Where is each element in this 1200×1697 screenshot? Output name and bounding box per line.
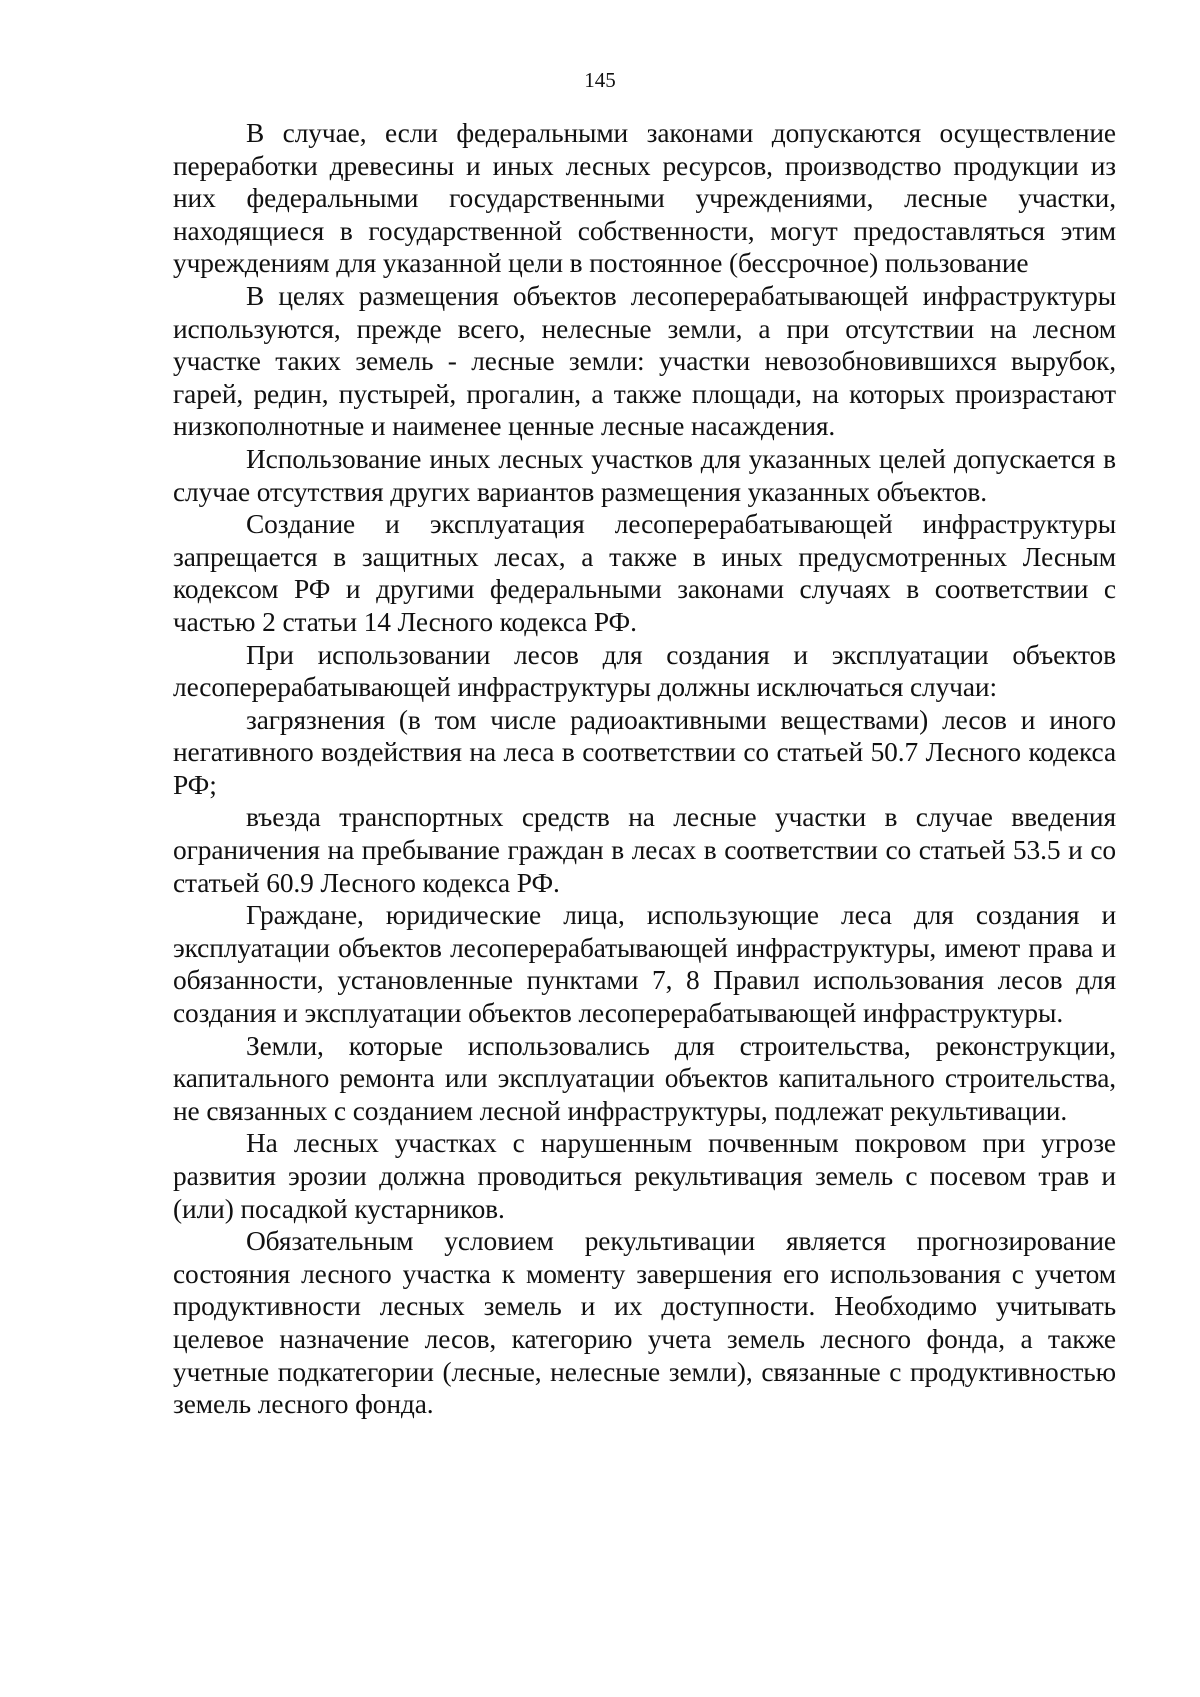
paragraph-exclusion-cases: При использовании лесов для создания и эксплуатации объектов лесоперерабатывающей инфраструктуры должны исключаться случаи: [173, 639, 1116, 703]
paragraph-federal-institutions: В случае, если федеральными законами допускаются осуществление переработки древесины и иных лесных ресурсов, производство продукции из них федеральными государственными учреждениями, лесные участки, находящиеся в государственной собственности, могут предоставляться этим учреждениям для указанной цели в постоянное (бессрочное) пользование [173, 118, 1116, 279]
page-number: 145 [584, 68, 616, 92]
paragraph-placement-lands: В целях размещения объектов лесоперерабатывающей инфраструктуры используются, прежде всего, нелесные земли, а при отсутствии на лесном участке таких земель - лесные земли: участки невозобновившихся вырубок, гарей, редин, пустырей, прогалин, а также площади, на которых произрастают низкополнотные и наименее ценные лесные насаждения. [173, 280, 1116, 442]
paragraph-pollution: загрязнения (в том числе радиоактивными веществами) лесов и иного негативного воздействия на леса в соответствии со статьей 50.7 Лесного кодекса РФ; [173, 704, 1116, 800]
paragraph-prohibition: Создание и эксплуатация лесоперерабатывающей инфраструктуры запрещается в защитных лесах, а также в иных предусмотренных Лесным кодексом РФ и другими федеральными законами случаях в соответствии с частью 2 статьи 14 Лесного кодекса РФ. [173, 509, 1116, 637]
paragraph-recultivation-lands: Земли, которые использовались для строительства, реконструкции, капитального ремонта или эксплуатации объектов капитального строительства, не связанных с созданием лесной инфраструктуры, подлежат рекультивации. [173, 1030, 1116, 1126]
paragraph-recultivation-condition: Обязательным условием рекультивации является прогнозирование состояния лесного участка к моменту завершения его использования с учетом продуктивности лесных земель и их доступности. Необходимо учитывать целевое назначение лесов, категорию учета земель лесного фонда, а также учетные подкатегории (лесные, нелесные земли), связанные с продуктивностью земель лесного фонда. [173, 1226, 1116, 1420]
paragraph-other-plots: Использование иных лесных участков для указанных целей допускается в случае отсутствия других вариантов размещения указанных объектов. [173, 443, 1116, 507]
paragraph-rights-duties: Граждане, юридические лица, использующие леса для создания и эксплуатации объектов лесоперерабатывающей инфраструктуры, имеют права и обязанности, установленные пунктами 7, 8 Правил использования лесов для создания и эксплуатации объектов лесоперерабатывающей инфраструктуры. [173, 900, 1116, 1029]
document-body [173, 117, 1116, 1421]
paragraph-erosion: На лесных участках с нарушенным почвенным покровом при угрозе развития эрозии должна проводиться рекультивация земель с посевом трав и (или) посадкой кустарников. [173, 1128, 1116, 1224]
paragraph-vehicle-entry: въезда транспортных средств на лесные участки в случае введения ограничения на пребывание граждан в лесах в соответствии со статьей 53.5 и со статьей 60.9 Лесного кодекса РФ. [173, 802, 1116, 898]
